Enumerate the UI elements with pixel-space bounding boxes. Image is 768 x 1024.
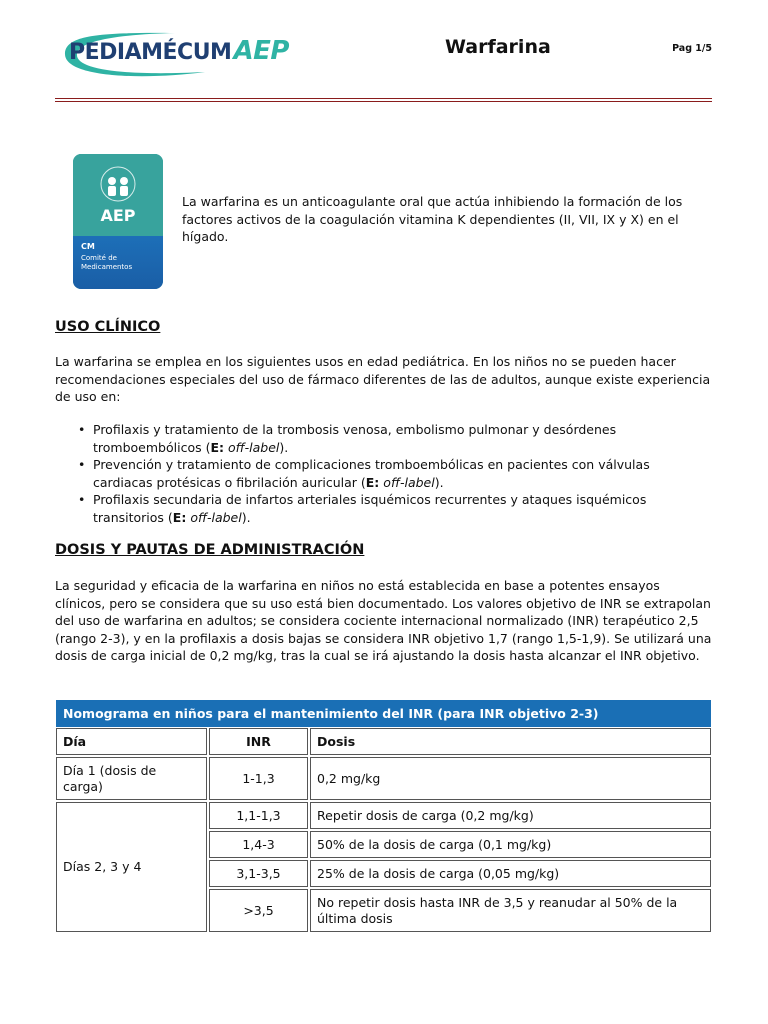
section-heading-dosis: DOSIS Y PAUTAS DE ADMINISTRACIÓN [55, 542, 365, 558]
uso-paragraph: La warfarina se emplea en los siguientes usos en edad pediátrica. En los niños no se pueden hacer recomendaciones especiales del uso de fármaco diferentes de las de adultos, aunque existe experiencia de uso en: [55, 354, 711, 404]
logo-aep-text: AEP [233, 36, 289, 66]
family-emblem-icon [90, 162, 146, 202]
badge-subtitle: Comité de Medicamentos [81, 254, 133, 271]
table-title: Nomograma en niños para el mantenimiento del INR (para INR objetivo 2-3) [56, 700, 711, 727]
header-rule-top [55, 98, 712, 99]
section-heading-uso-clinico: USO CLÍNICO [55, 319, 161, 335]
page-number: Pag 1/5 [672, 43, 712, 54]
aep-cm-badge [73, 154, 163, 289]
badge-cm-label: CM [81, 242, 95, 251]
table-cell-dias234: Días 2, 3 y 4 [56, 802, 207, 932]
header-rule-bottom [55, 101, 712, 102]
table-cell-dia1: Día 1 (dosis de carga) [56, 757, 207, 800]
table-cell-dosis: Repetir dosis de carga (0,2 mg/kg) [310, 802, 711, 829]
table-cell-dosis: No repetir dosis hasta INR de 3,5 y reanudar al 50% de la última dosis [310, 889, 711, 932]
pediamecum-logo [55, 28, 300, 80]
intro-paragraph: La warfarina es un anticoagulante oral que actúa inhibiendo la formación de los factores activos de la coagulación vitamina K dependientes (II, VII, IX y X) en el hígado. [182, 194, 683, 244]
list-item: • Profilaxis y tratamiento de la trombosis venosa, embolismo pulmonar y desórdenes tromboembólicos (E: off-label). [78, 421, 712, 456]
table-header-inr: INR [209, 728, 308, 755]
dosis-paragraph: La seguridad y eficacia de la warfarina en niños no está establecida en base a potentes ensayos clínicos, pero se considera que su uso está bien documentado. Los valores objetivo de INR se extrapolan del uso de warfarina en adultos; se considera cociente internacional normalizado (INR) terapéutico 2,5 (rango 2-3), y en la profilaxis a dosis bajas se considera INR objetivo 1,7 (rango 1,5-1,9). Se utilizará una dosis de carga inicial de 0,2 mg/kg, tras la cual se irá ajustando la dosis hasta alcanzar el INR objetivo. [55, 578, 712, 663]
table-cell-inr: 1,4-3 [209, 831, 308, 858]
table-cell-dosis: 25% de la dosis de carga (0,05 mg/kg) [310, 860, 711, 887]
table-cell-dosis: 50% de la dosis de carga (0,1 mg/kg) [310, 831, 711, 858]
list-item: • Prevención y tratamiento de complicaciones tromboembólicas en pacientes con válvulas cardiacas protésicas o fibrilación auricular (E: off-label). [78, 456, 712, 491]
uso-bullet-list [78, 421, 712, 526]
table-cell-inr: >3,5 [209, 889, 308, 932]
table-cell-dia1-dosis: 0,2 mg/kg [310, 757, 711, 800]
table-header-dia: Día [56, 728, 207, 755]
logo-text: PEDIAMÉCUM [69, 40, 232, 65]
document-title: Warfarina [445, 36, 551, 58]
table-cell-inr: 3,1-3,5 [209, 860, 308, 887]
table-cell-inr: 1,1-1,3 [209, 802, 308, 829]
page-header [55, 28, 712, 88]
table-cell-dia1-inr: 1-1,3 [209, 757, 308, 800]
table-header-dosis: Dosis [310, 728, 711, 755]
list-item: • Profilaxis secundaria de infartos arteriales isquémicos recurrentes y ataques isquémicos transitorios (E: off-label). [78, 491, 712, 526]
badge-aep-label: AEP [100, 206, 136, 225]
